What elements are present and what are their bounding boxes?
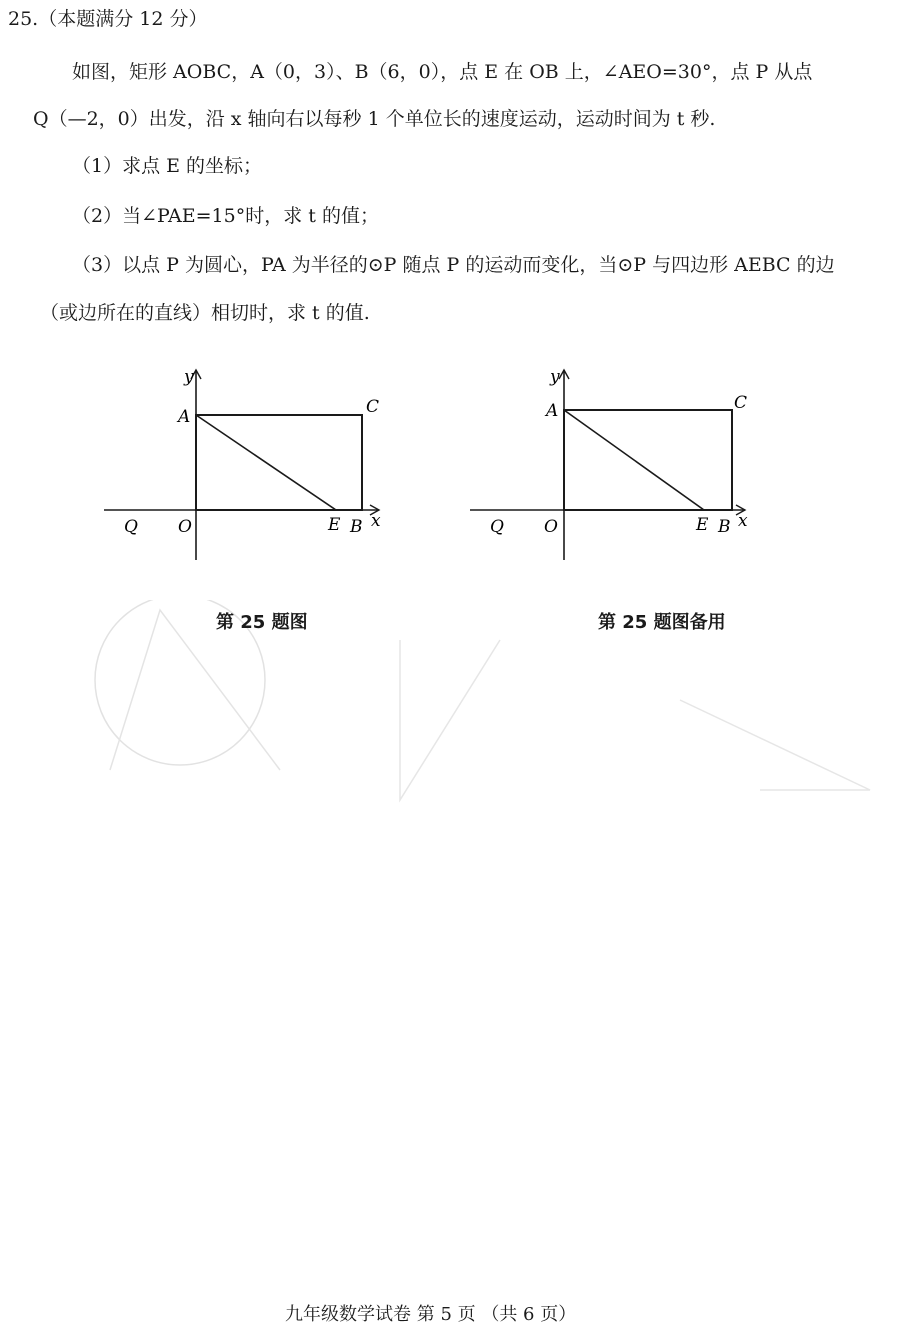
segment-ae [196, 415, 336, 510]
label-c: C [366, 397, 380, 417]
label-x: x [738, 511, 748, 531]
label-x: x [371, 511, 381, 531]
figure-caption: 第 25 题图 [216, 612, 308, 633]
label-y: y [184, 367, 194, 387]
problem-statement-line-2: Q（—2，0）出发，沿 x 轴向右以每秒 1 个单位长的速度运动，运动时间为 t 秒. [33, 108, 716, 130]
figure-caption-backup: 第 25 题图备用 [598, 612, 726, 633]
page-footer: 九年级数学试卷 第 5 页 （共 6 页） [285, 1304, 577, 1325]
figure-main [104, 360, 404, 540]
label-o: O [544, 517, 558, 537]
label-b: B [718, 517, 731, 537]
label-o: O [178, 517, 192, 537]
sub-question-2: （2）当∠PAE=15°时，求 t 的值； [72, 205, 379, 227]
label-e: E [696, 515, 709, 535]
geometry-diagram-backup [470, 360, 770, 540]
label-q: Q [124, 517, 138, 537]
figure-backup [470, 360, 770, 540]
label-e: E [328, 515, 341, 535]
sub-question-3-line-2: （或边所在的直线）相切时，求 t 的值. [40, 302, 370, 324]
question-number: 25.（本题满分 12 分） [8, 8, 208, 30]
problem-statement-line-1: 如图，矩形 AOBC，A（0，3）、B（6，0），点 E 在 OB 上，∠AEO=30°，点 P 从点 [72, 61, 813, 83]
label-c: C [734, 393, 748, 413]
label-q: Q [490, 517, 504, 537]
bleed-through-sketch [80, 600, 880, 820]
label-a: A [546, 401, 559, 421]
sub-question-3-line-1: （3）以点 P 为圆心，PA 为半径的⊙P 随点 P 的运动而变化，当⊙P 与四边形 AEBC 的边 [72, 254, 835, 276]
rectangle-aobc [564, 410, 732, 510]
sub-question-1: （1）求点 E 的坐标； [72, 155, 263, 177]
label-y: y [550, 367, 560, 387]
geometry-diagram [104, 360, 404, 540]
label-a: A [178, 407, 191, 427]
segment-ae [564, 410, 704, 510]
label-b: B [350, 517, 363, 537]
rectangle-aobc [196, 415, 362, 510]
